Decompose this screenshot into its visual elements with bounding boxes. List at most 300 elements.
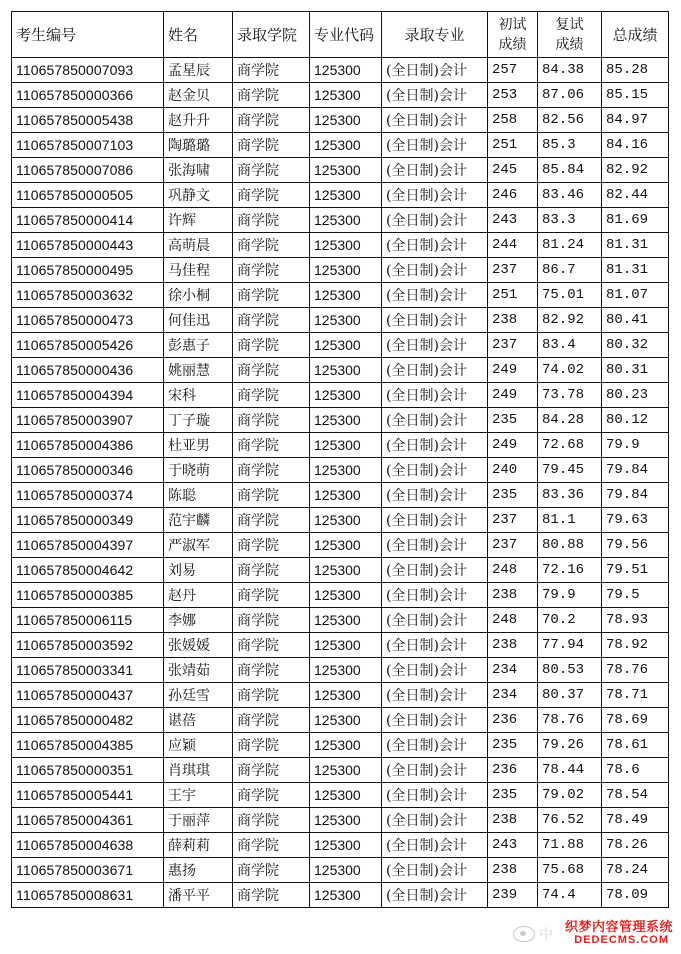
major-cell: (全日制)会计 — [382, 508, 488, 533]
header-candidate-id: 考生编号 — [12, 12, 164, 58]
major-code-cell: 125300 — [310, 133, 382, 158]
total-score-cell: 78.54 — [602, 783, 669, 808]
total-score-cell: 79.84 — [602, 483, 669, 508]
retest-score-cell: 84.38 — [538, 58, 602, 83]
major-code-cell: 125300 — [310, 833, 382, 858]
major-cell: (全日制)会计 — [382, 658, 488, 683]
major-cell: (全日制)会计 — [382, 208, 488, 233]
name-cell: 陶璐璐 — [164, 133, 233, 158]
total-score-cell: 78.69 — [602, 708, 669, 733]
candidate-id-cell: 110657850000414 — [12, 208, 164, 233]
retest-score-cell: 85.3 — [538, 133, 602, 158]
retest-score-cell: 83.36 — [538, 483, 602, 508]
major-code-cell: 125300 — [310, 608, 382, 633]
school-cell: 商学院 — [233, 633, 310, 658]
school-cell: 商学院 — [233, 858, 310, 883]
retest-score-cell: 79.9 — [538, 583, 602, 608]
candidate-id-cell: 110657850004385 — [12, 733, 164, 758]
name-cell: 于晓萌 — [164, 458, 233, 483]
candidate-id-cell: 110657850004394 — [12, 383, 164, 408]
header-school: 录取学院 — [233, 12, 310, 58]
school-cell: 商学院 — [233, 108, 310, 133]
table-row — [12, 583, 669, 608]
table-row — [12, 133, 669, 158]
school-cell: 商学院 — [233, 558, 310, 583]
school-cell: 商学院 — [233, 808, 310, 833]
retest-score-cell: 70.2 — [538, 608, 602, 633]
retest-score-cell: 72.16 — [538, 558, 602, 583]
prelim-score-cell: 238 — [488, 633, 538, 658]
prelim-score-cell: 238 — [488, 308, 538, 333]
major-cell: (全日制)会计 — [382, 458, 488, 483]
prelim-score-cell: 257 — [488, 58, 538, 83]
major-cell: (全日制)会计 — [382, 408, 488, 433]
name-cell: 王宇 — [164, 783, 233, 808]
name-cell: 于丽萍 — [164, 808, 233, 833]
candidate-id-cell: 110657850000385 — [12, 583, 164, 608]
name-cell: 巩静文 — [164, 183, 233, 208]
major-cell: (全日制)会计 — [382, 383, 488, 408]
retest-score-cell: 87.06 — [538, 83, 602, 108]
watermark-faded-text: 中 — [539, 927, 553, 943]
table-row — [12, 458, 669, 483]
school-cell: 商学院 — [233, 533, 310, 558]
major-cell: (全日制)会计 — [382, 433, 488, 458]
total-score-cell: 79.56 — [602, 533, 669, 558]
major-cell: (全日制)会计 — [382, 733, 488, 758]
watermark-title: 织梦内容管理系统 — [564, 920, 673, 935]
prelim-score-cell: 237 — [488, 508, 538, 533]
major-cell: (全日制)会计 — [382, 358, 488, 383]
table-row — [12, 733, 669, 758]
table-row — [12, 683, 669, 708]
header-total-score: 总成绩 — [602, 12, 669, 58]
school-cell: 商学院 — [233, 83, 310, 108]
school-cell: 商学院 — [233, 233, 310, 258]
prelim-score-cell: 235 — [488, 733, 538, 758]
major-code-cell: 125300 — [310, 233, 382, 258]
major-code-cell: 125300 — [310, 508, 382, 533]
name-cell: 陈聪 — [164, 483, 233, 508]
name-cell: 刘易 — [164, 558, 233, 583]
school-cell: 商学院 — [233, 733, 310, 758]
prelim-score-cell: 235 — [488, 483, 538, 508]
retest-score-cell: 72.68 — [538, 433, 602, 458]
prelim-score-cell: 236 — [488, 708, 538, 733]
candidate-id-cell: 110657850003907 — [12, 408, 164, 433]
retest-score-cell: 83.46 — [538, 183, 602, 208]
prelim-score-cell: 236 — [488, 758, 538, 783]
major-cell: (全日制)会计 — [382, 608, 488, 633]
total-score-cell: 78.6 — [602, 758, 669, 783]
major-code-cell: 125300 — [310, 583, 382, 608]
prelim-score-cell: 246 — [488, 183, 538, 208]
prelim-score-cell: 239 — [488, 883, 538, 908]
candidate-id-cell: 110657850000437 — [12, 683, 164, 708]
candidate-id-cell: 110657850000366 — [12, 83, 164, 108]
table-row — [12, 83, 669, 108]
school-cell: 商学院 — [233, 683, 310, 708]
candidate-id-cell: 110657850000505 — [12, 183, 164, 208]
name-cell: 张媛媛 — [164, 633, 233, 658]
total-score-cell: 79.84 — [602, 458, 669, 483]
prelim-score-cell: 258 — [488, 108, 538, 133]
major-cell: (全日制)会计 — [382, 83, 488, 108]
total-score-cell: 79.51 — [602, 558, 669, 583]
school-cell: 商学院 — [233, 583, 310, 608]
prelim-score-cell: 244 — [488, 233, 538, 258]
school-cell: 商学院 — [233, 483, 310, 508]
name-cell: 薛莉莉 — [164, 833, 233, 858]
total-score-cell: 80.23 — [602, 383, 669, 408]
name-cell: 李娜 — [164, 608, 233, 633]
candidate-id-cell: 110657850000346 — [12, 458, 164, 483]
candidate-id-cell: 110657850005438 — [12, 108, 164, 133]
candidate-id-cell: 110657850006115 — [12, 608, 164, 633]
prelim-score-cell: 235 — [488, 408, 538, 433]
major-code-cell: 125300 — [310, 533, 382, 558]
name-cell: 丁子璇 — [164, 408, 233, 433]
name-cell: 徐小桐 — [164, 283, 233, 308]
candidate-id-cell: 110657850000349 — [12, 508, 164, 533]
prelim-score-cell: 234 — [488, 658, 538, 683]
school-cell: 商学院 — [233, 408, 310, 433]
total-score-cell: 82.44 — [602, 183, 669, 208]
major-code-cell: 125300 — [310, 808, 382, 833]
major-cell: (全日制)会计 — [382, 533, 488, 558]
candidate-id-cell: 110657850004642 — [12, 558, 164, 583]
major-cell: (全日制)会计 — [382, 133, 488, 158]
major-cell: (全日制)会计 — [382, 883, 488, 908]
name-cell: 应颖 — [164, 733, 233, 758]
candidate-id-cell: 110657850005426 — [12, 333, 164, 358]
table-row — [12, 383, 669, 408]
prelim-score-cell: 245 — [488, 158, 538, 183]
major-code-cell: 125300 — [310, 683, 382, 708]
prelim-score-cell: 238 — [488, 583, 538, 608]
prelim-score-cell: 251 — [488, 133, 538, 158]
table-body — [12, 58, 669, 908]
table-row — [12, 233, 669, 258]
name-cell: 高萌晨 — [164, 233, 233, 258]
retest-score-cell: 81.1 — [538, 508, 602, 533]
name-cell: 严淑军 — [164, 533, 233, 558]
major-code-cell: 125300 — [310, 433, 382, 458]
retest-score-cell: 74.02 — [538, 358, 602, 383]
name-cell: 孟星辰 — [164, 58, 233, 83]
retest-score-cell: 74.4 — [538, 883, 602, 908]
score-sheet — [11, 11, 669, 908]
header-major: 录取专业 — [382, 12, 488, 58]
name-cell: 赵升升 — [164, 108, 233, 133]
table-row — [12, 533, 669, 558]
major-code-cell: 125300 — [310, 358, 382, 383]
total-score-cell: 78.71 — [602, 683, 669, 708]
table-row — [12, 633, 669, 658]
table-row — [12, 358, 669, 383]
major-code-cell: 125300 — [310, 558, 382, 583]
total-score-cell: 80.31 — [602, 358, 669, 383]
total-score-cell: 85.15 — [602, 83, 669, 108]
table-row — [12, 183, 669, 208]
school-cell: 商学院 — [233, 208, 310, 233]
total-score-cell: 84.16 — [602, 133, 669, 158]
major-cell: (全日制)会计 — [382, 158, 488, 183]
total-score-cell: 78.09 — [602, 883, 669, 908]
table-row — [12, 658, 669, 683]
name-cell: 潘平平 — [164, 883, 233, 908]
name-cell: 杜亚男 — [164, 433, 233, 458]
school-cell: 商学院 — [233, 133, 310, 158]
school-cell: 商学院 — [233, 433, 310, 458]
total-score-cell: 81.31 — [602, 258, 669, 283]
name-cell: 何佳迅 — [164, 308, 233, 333]
candidate-id-cell: 110657850005441 — [12, 783, 164, 808]
prelim-score-cell: 243 — [488, 833, 538, 858]
candidate-id-cell: 110657850000436 — [12, 358, 164, 383]
header-prelim-line-1: 初试 — [498, 16, 527, 33]
table-row — [12, 433, 669, 458]
prelim-score-cell: 237 — [488, 533, 538, 558]
school-cell: 商学院 — [233, 833, 310, 858]
major-cell: (全日制)会计 — [382, 58, 488, 83]
candidate-id-cell: 110657850003592 — [12, 633, 164, 658]
table-row — [12, 208, 669, 233]
retest-score-cell: 73.78 — [538, 383, 602, 408]
retest-score-cell: 80.37 — [538, 683, 602, 708]
total-score-cell: 84.97 — [602, 108, 669, 133]
major-code-cell: 125300 — [310, 208, 382, 233]
header-row — [12, 12, 669, 58]
candidate-id-cell: 110657850004638 — [12, 833, 164, 858]
major-cell: (全日制)会计 — [382, 483, 488, 508]
retest-score-cell: 77.94 — [538, 633, 602, 658]
total-score-cell: 80.12 — [602, 408, 669, 433]
retest-score-cell: 81.24 — [538, 233, 602, 258]
school-cell: 商学院 — [233, 308, 310, 333]
major-cell: (全日制)会计 — [382, 858, 488, 883]
major-code-cell: 125300 — [310, 258, 382, 283]
header-name: 姓名 — [164, 12, 233, 58]
prelim-score-cell: 238 — [488, 858, 538, 883]
retest-score-cell: 85.84 — [538, 158, 602, 183]
table-row — [12, 808, 669, 833]
school-cell: 商学院 — [233, 883, 310, 908]
retest-score-cell: 79.45 — [538, 458, 602, 483]
retest-score-cell: 79.26 — [538, 733, 602, 758]
header-prelim-line-2: 成绩 — [498, 36, 527, 53]
major-code-cell: 125300 — [310, 283, 382, 308]
major-cell: (全日制)会计 — [382, 633, 488, 658]
header-retest-line-2: 成绩 — [555, 36, 584, 53]
total-score-cell: 78.92 — [602, 633, 669, 658]
total-score-cell: 78.61 — [602, 733, 669, 758]
total-score-cell: 81.31 — [602, 233, 669, 258]
school-cell: 商学院 — [233, 508, 310, 533]
major-code-cell: 125300 — [310, 658, 382, 683]
candidate-id-cell: 110657850004397 — [12, 533, 164, 558]
major-code-cell: 125300 — [310, 883, 382, 908]
total-score-cell: 80.41 — [602, 308, 669, 333]
retest-score-cell: 80.53 — [538, 658, 602, 683]
major-code-cell: 125300 — [310, 108, 382, 133]
total-score-cell: 82.92 — [602, 158, 669, 183]
candidate-id-cell: 110657850007086 — [12, 158, 164, 183]
prelim-score-cell: 248 — [488, 558, 538, 583]
table-row — [12, 883, 669, 908]
retest-score-cell: 79.02 — [538, 783, 602, 808]
major-code-cell: 125300 — [310, 333, 382, 358]
candidate-id-cell: 110657850008631 — [12, 883, 164, 908]
table-row — [12, 408, 669, 433]
major-cell: (全日制)会计 — [382, 808, 488, 833]
school-cell: 商学院 — [233, 183, 310, 208]
school-cell: 商学院 — [233, 158, 310, 183]
total-score-cell: 78.93 — [602, 608, 669, 633]
retest-score-cell: 75.68 — [538, 858, 602, 883]
table-row — [12, 158, 669, 183]
prelim-score-cell: 238 — [488, 808, 538, 833]
total-score-cell: 80.32 — [602, 333, 669, 358]
major-code-cell: 125300 — [310, 83, 382, 108]
school-cell: 商学院 — [233, 283, 310, 308]
name-cell: 赵金贝 — [164, 83, 233, 108]
prelim-score-cell: 248 — [488, 608, 538, 633]
prelim-score-cell: 249 — [488, 383, 538, 408]
header-retest-line-1: 复试 — [555, 16, 584, 33]
candidate-id-cell: 110657850000374 — [12, 483, 164, 508]
school-cell: 商学院 — [233, 358, 310, 383]
table-row — [12, 58, 669, 83]
retest-score-cell: 86.7 — [538, 258, 602, 283]
major-cell: (全日制)会计 — [382, 583, 488, 608]
retest-score-cell: 80.88 — [538, 533, 602, 558]
prelim-score-cell: 237 — [488, 333, 538, 358]
table-row — [12, 308, 669, 333]
prelim-score-cell: 249 — [488, 358, 538, 383]
name-cell: 宋科 — [164, 383, 233, 408]
table-row — [12, 783, 669, 808]
major-code-cell: 125300 — [310, 733, 382, 758]
major-code-cell: 125300 — [310, 383, 382, 408]
prelim-score-cell: 237 — [488, 258, 538, 283]
table-row — [12, 858, 669, 883]
major-code-cell: 125300 — [310, 858, 382, 883]
major-cell: (全日制)会计 — [382, 758, 488, 783]
candidate-id-cell: 110657850003341 — [12, 658, 164, 683]
name-cell: 彭惠子 — [164, 333, 233, 358]
major-cell: (全日制)会计 — [382, 258, 488, 283]
major-code-cell: 125300 — [310, 58, 382, 83]
major-code-cell: 125300 — [310, 158, 382, 183]
major-cell: (全日制)会计 — [382, 233, 488, 258]
total-score-cell: 85.28 — [602, 58, 669, 83]
name-cell: 孙廷雪 — [164, 683, 233, 708]
table-row — [12, 833, 669, 858]
retest-score-cell: 71.88 — [538, 833, 602, 858]
major-cell: (全日制)会计 — [382, 183, 488, 208]
school-cell: 商学院 — [233, 708, 310, 733]
candidate-id-cell: 110657850000473 — [12, 308, 164, 333]
total-score-cell: 78.26 — [602, 833, 669, 858]
school-cell: 商学院 — [233, 608, 310, 633]
candidate-id-cell: 110657850003671 — [12, 858, 164, 883]
candidate-id-cell: 110657850007103 — [12, 133, 164, 158]
total-score-cell: 78.76 — [602, 658, 669, 683]
major-cell: (全日制)会计 — [382, 308, 488, 333]
table-row — [12, 608, 669, 633]
candidate-id-cell: 110657850000443 — [12, 233, 164, 258]
major-code-cell: 125300 — [310, 483, 382, 508]
header-major-code: 专业代码 — [310, 12, 382, 58]
candidate-id-cell: 110657850000351 — [12, 758, 164, 783]
total-score-cell: 78.49 — [602, 808, 669, 833]
prelim-score-cell: 249 — [488, 433, 538, 458]
total-score-cell: 78.24 — [602, 858, 669, 883]
weibo-icon — [513, 926, 535, 942]
name-cell: 马佳程 — [164, 258, 233, 283]
candidate-id-cell: 110657850004386 — [12, 433, 164, 458]
retest-score-cell: 76.52 — [538, 808, 602, 833]
major-code-cell: 125300 — [310, 783, 382, 808]
candidate-id-cell: 110657850003632 — [12, 283, 164, 308]
major-cell: (全日制)会计 — [382, 333, 488, 358]
major-code-cell: 125300 — [310, 708, 382, 733]
table-row — [12, 283, 669, 308]
table-row — [12, 483, 669, 508]
prelim-score-cell: 234 — [488, 683, 538, 708]
major-cell: (全日制)会计 — [382, 108, 488, 133]
retest-score-cell: 82.92 — [538, 308, 602, 333]
major-code-cell: 125300 — [310, 458, 382, 483]
candidate-id-cell: 110657850007093 — [12, 58, 164, 83]
school-cell: 商学院 — [233, 258, 310, 283]
name-cell: 张海啸 — [164, 158, 233, 183]
major-cell: (全日制)会计 — [382, 833, 488, 858]
major-cell: (全日制)会计 — [382, 283, 488, 308]
major-cell: (全日制)会计 — [382, 783, 488, 808]
prelim-score-cell: 251 — [488, 283, 538, 308]
major-code-cell: 125300 — [310, 758, 382, 783]
name-cell: 姚丽慧 — [164, 358, 233, 383]
total-score-cell: 79.5 — [602, 583, 669, 608]
name-cell: 肖琪琪 — [164, 758, 233, 783]
school-cell: 商学院 — [233, 58, 310, 83]
admission-table — [11, 11, 669, 908]
total-score-cell: 81.69 — [602, 208, 669, 233]
watermark — [513, 916, 673, 950]
major-code-cell: 125300 — [310, 633, 382, 658]
school-cell: 商学院 — [233, 758, 310, 783]
total-score-cell: 79.9 — [602, 433, 669, 458]
major-code-cell: 125300 — [310, 183, 382, 208]
retest-score-cell: 78.44 — [538, 758, 602, 783]
school-cell: 商学院 — [233, 383, 310, 408]
school-cell: 商学院 — [233, 658, 310, 683]
name-cell: 张靖茹 — [164, 658, 233, 683]
retest-score-cell: 82.56 — [538, 108, 602, 133]
major-code-cell: 125300 — [310, 308, 382, 333]
prelim-score-cell: 243 — [488, 208, 538, 233]
total-score-cell: 79.63 — [602, 508, 669, 533]
school-cell: 商学院 — [233, 333, 310, 358]
major-cell: (全日制)会计 — [382, 683, 488, 708]
major-cell: (全日制)会计 — [382, 558, 488, 583]
prelim-score-cell: 253 — [488, 83, 538, 108]
name-cell: 赵丹 — [164, 583, 233, 608]
table-row — [12, 258, 669, 283]
table-row — [12, 558, 669, 583]
